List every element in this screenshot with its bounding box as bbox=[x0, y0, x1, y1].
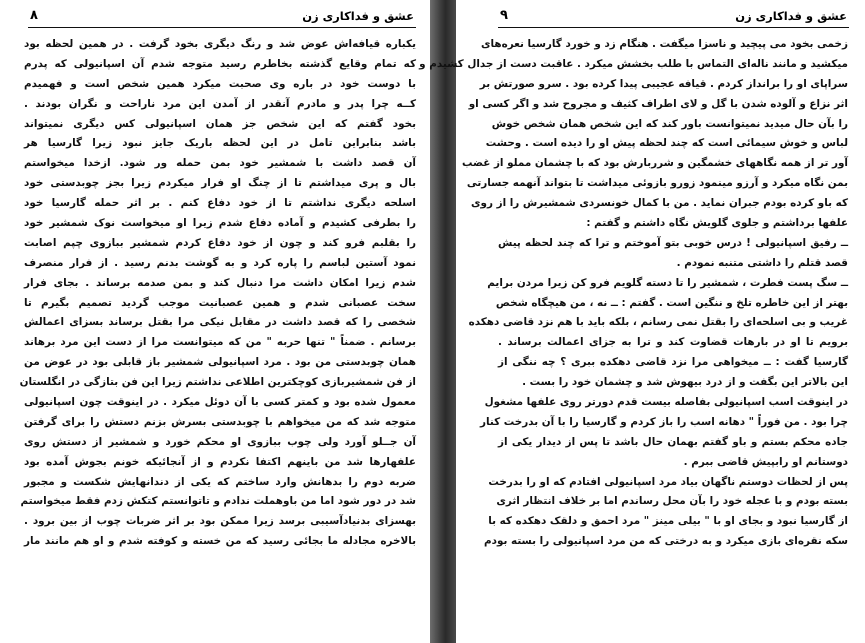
text-line: علفهارها شد من باینهم اکتفا نکردم و از آنجائیکه خونم بجوش آمده بود bbox=[24, 455, 416, 468]
text-line: متوجه شد که من میخواهم با چوبدستی بسرش بزنم دستش را برای گرفتن bbox=[24, 415, 416, 428]
text-line: اثر نزاع و آلوده شدن با گل و لای اطراف کثیف و مجروح شد و اگر کسی او bbox=[468, 97, 848, 110]
text-line: را بقلبم فرو کند و چون از خود دفاع کردم شمشیر ببازوی چپم اصابت bbox=[24, 236, 416, 249]
right-header-rule bbox=[498, 27, 849, 28]
text-line: شد در دور شود اما من باوهملت ندادم و تاتوانستم کتکش زدم فقط میخواستم bbox=[20, 495, 416, 508]
text-line: آن جــلو آورد ولی چوب ببازوی او محکم خورد و شمشیر از دستش روی bbox=[24, 435, 416, 448]
text-line: یکباره قیافه‌اش عوض شد و رنگ دیگری بخود گرفت . در همین لحظه بود bbox=[24, 38, 416, 50]
text-line: با دوست خود در باره وی صحبت میکرد همین شخص است و فهمیدم bbox=[24, 77, 416, 90]
left-page-number: ۸ bbox=[30, 8, 38, 23]
text-line: پس از لحظات دوستم ناگهان بیاد مرد اسپانیولی افتادم که او را بدرخت bbox=[488, 475, 848, 488]
text-line: از گارسیا نبود و بجای او با " بیلی مینز " مرد احمق و دلقک دهکده که با bbox=[488, 515, 848, 528]
text-line: گارسیا گفت : ــ میخواهی مرا نزد قاضی دهکده ببری ؟ چه ننگی از bbox=[498, 356, 848, 369]
text-line: بالاخره مجادله ما بجائی رسید که من خسته و کوفته شدم و او هم مانند مار bbox=[24, 535, 416, 548]
book-gutter bbox=[430, 0, 456, 643]
text-line: چرا بود . من فوراً " دهانه اسب را باز کردم و گارسیا را با آن بدرخت کنار bbox=[479, 415, 848, 428]
text-line: بسته بودم و با عجله خود را بآن محل رساندم اما بر خلاف انتظار اثری bbox=[496, 495, 848, 508]
right-page-number: ۹ bbox=[500, 8, 508, 23]
text-line: شخصی را که قصد داشت در مقابل نیکی مرا بقتل برساند بسزای اعمالش bbox=[24, 316, 416, 329]
text-line: ضربه دوم را بدهانش وارد ساختم که یکی از دندانهایش شکست و مجبور bbox=[24, 475, 416, 488]
text-line: جاده محکم بستم و باو گفتم بهمان حال باشد تا پس از دیدار یکی از bbox=[498, 435, 848, 448]
left-page-running-title: عشق و فداکاری زن bbox=[302, 9, 414, 23]
left-page-header bbox=[30, 8, 414, 26]
text-line: در اینوقت اسب اسپانیولی بفاصله بیست قدم دورتر روی علفها مشغول bbox=[484, 396, 848, 409]
left-page-body bbox=[19, 35, 416, 552]
left-book-page bbox=[0, 0, 430, 643]
right-page-header bbox=[500, 8, 847, 26]
right-page-body bbox=[419, 35, 848, 552]
text-line: ــ سگ پست فطرت ، شمشیر را تا دسته گلویم فرو کن زیرا مردن برایم bbox=[487, 276, 848, 289]
text-line: را بآن حال میدید نمیتوانست باور کند که این شخص همان شخص خوش bbox=[491, 117, 848, 130]
text-line: معمول شده بود و کمتر کسی با آن دوئل میکرد . در اینوقت چون اسپانیولی bbox=[24, 396, 416, 409]
text-line: دوستانم او رابپیش قاضی ببرم . bbox=[683, 455, 848, 468]
text-line: که باو کرده بودم جبران نماید . من با کمال خونسردی شمشیرش را از روی bbox=[471, 197, 848, 210]
text-line: بهسزای بدنیادآسیبی برسد زیرا ممکن بود بر اثر ضربات چوب از بین برود . bbox=[24, 515, 416, 528]
text-line: برویم تا او در بارهات قضاوت کند و ترا به جزای اعمالت برساند . bbox=[498, 336, 848, 349]
text-line: بال و پری میداشتم تا از چنگ او فرار میکردم زیرا بجز چوبدستی خود bbox=[24, 177, 416, 190]
text-line: که تمام وقایع گذشته بخاطرم رسید متوجه شدم آن اسپانیولی که پدرم bbox=[24, 57, 416, 70]
text-line: ــ رفیق اسپانیولی ! درس خوبی بتو آموختم و ترا که چند لحظه پیش bbox=[498, 236, 848, 249]
text-line: نمود آستین لباسم را پاره کرد و به گوشت بدنم رسید . از فرار منصرف bbox=[24, 256, 416, 269]
text-line: بمن نگاه میکرد و آرزو مینمود زورو بازوئی میداشت تا بتواند آنهمه جسارتی bbox=[466, 177, 848, 190]
text-line: آور تر از همه نگاههای خشمگین و شرربارش بود که با چشمان مملو از غضب bbox=[462, 157, 848, 170]
left-header-rule bbox=[28, 27, 416, 28]
text-line: علفها برداشتم و جلوی گلویش نگاه داشتم و گفتم : bbox=[586, 217, 848, 230]
text-line: لباس و خوش سیمائی است که چند لحظه پیش او را دیده است . وحشت bbox=[485, 137, 848, 150]
text-line: بخود گفتم که این شخص جز همان اسپانیولی کس دیگری نمیتواند bbox=[24, 117, 416, 130]
text-line: شدم زیرا امکان داشت مرا دنبال کند و بمن صدمه برساند . بجای فرار bbox=[24, 276, 416, 289]
text-line: کــه چرا پدر و مادرم آنقدر از آمدن این مرد ناراحت و نگران بودند . bbox=[24, 97, 416, 110]
text-line: سراپای او را برانداز کردم . قیافه عجیبی پیدا کرده بود . سرو صورتش بر bbox=[479, 77, 848, 90]
text-line: بهتر از این خاطره تلخ و ننگین است . گفتم : ــ نه ، من هیچگاه شخص bbox=[495, 296, 848, 309]
text-line: برسانم . ضمناً " تنها حربه " من که میتوانست مرا از دست این مرد برهاند bbox=[24, 336, 416, 349]
text-line: اسلحه دیگری نداشتم تا از خود دفاع کنم . بر اثر حمله گارسیا خود bbox=[24, 197, 416, 210]
right-book-page bbox=[419, 0, 865, 643]
text-line: میکشید و مانند ناله‌ای التماس با طلب بخشش میکرد . عاقبت دست از جدال کشیدم و bbox=[419, 57, 848, 70]
text-line: سکه نقره‌ای بازی میکرد و به درختی که من مرد اسپانیولی را بسته بودم bbox=[484, 535, 848, 548]
right-page-running-title: عشق و فداکاری زن bbox=[735, 9, 847, 23]
text-line: آن قصد داشت با شمشیر خود بمن حمله ور شود. ازخدا میخواستم bbox=[24, 157, 416, 170]
text-line: زخمی بخود می پیچید و ناسزا میگفت . هنگام زد و خورد گارسیا نعره‌های bbox=[480, 38, 848, 50]
text-line: را بطرفی کشیدم و آماده دفاع شدم زیرا او میخواست نوک شمشیر خود bbox=[24, 217, 416, 230]
text-line: این بالاتر این بگفت و از درد بیهوش شد و چشمان خود را بست . bbox=[522, 376, 848, 389]
text-line: سخت عصبانی شدم و همین عصبانیت موجب گردید تصمیم بگیرم تا bbox=[24, 296, 416, 309]
text-line: قصد قتلم را داشتی متنبه نمودم . bbox=[676, 256, 848, 269]
text-line: باشد بنابراین تامل در این لحظه باریک جایز نبود زیرا گارسیا هر bbox=[24, 137, 416, 150]
text-line: از فن شمشیربازی کوچکترین اطلاعی نداشتم زیرا این فن بتازگی در انگلستان bbox=[19, 376, 416, 389]
text-line: همان چوبدستی من بود . مرد اسپانیولی شمشیر باز قابلی بود در عوض من bbox=[24, 356, 416, 369]
text-line: غریب و بی اسلحه‌ای را بقتل نمی رسانم ، بلکه باید با هم نزد قاضی دهکده bbox=[468, 316, 848, 329]
